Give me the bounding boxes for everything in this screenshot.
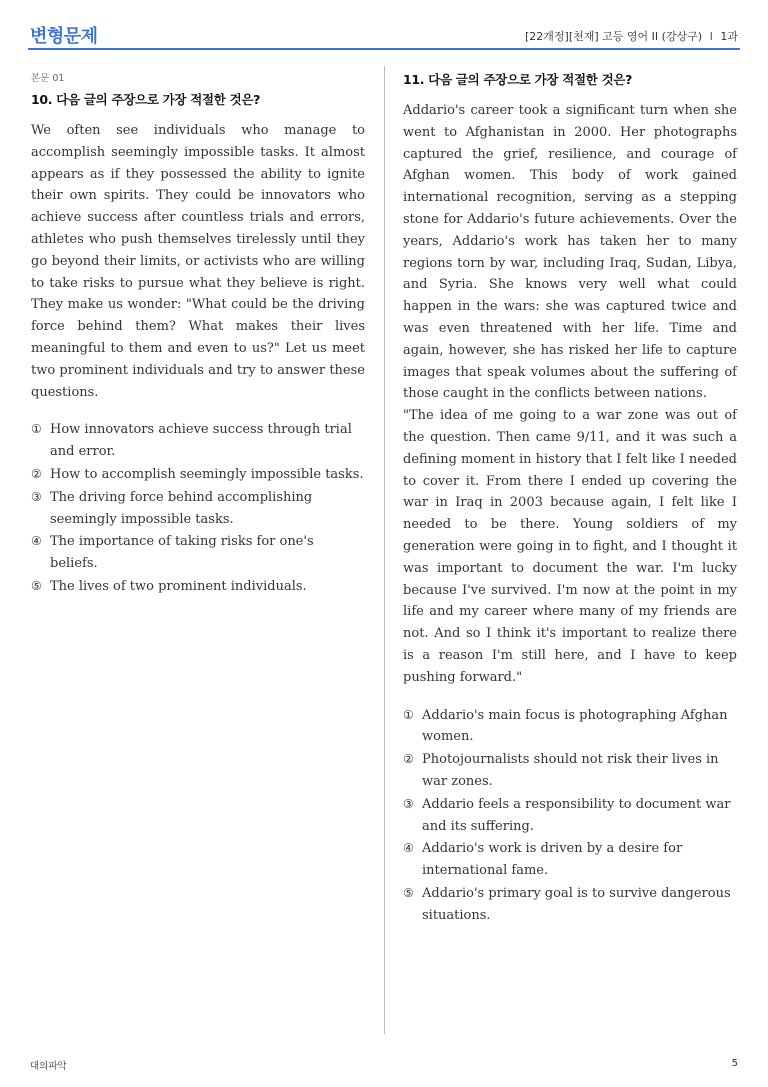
option-item[interactable]: [403, 749, 737, 793]
section-tag: 본문 01: [31, 73, 65, 84]
question-10-passage: [31, 120, 365, 403]
question-11-title: 11. 다음 글의 주장으로 가장 적절한 것은?: [403, 72, 633, 87]
option-text: The driving force behind accomplishing seemingly impossible tasks.: [50, 489, 313, 527]
course-name: [22개정][천재] 고등 영어 II (강상구): [525, 30, 703, 43]
question-10-options: [31, 419, 365, 597]
page-number: 5: [731, 1058, 738, 1069]
option-item[interactable]: [403, 883, 737, 927]
question-11-passage: [403, 100, 737, 689]
column-divider: [384, 66, 385, 1034]
option-number: ②: [31, 466, 42, 481]
option-item[interactable]: [31, 464, 365, 486]
header-separator: I: [709, 30, 713, 43]
option-item[interactable]: [31, 487, 365, 531]
option-item[interactable]: [31, 576, 365, 598]
option-item[interactable]: [403, 794, 737, 838]
question-11-options: [403, 705, 737, 927]
option-number: ①: [403, 707, 414, 722]
option-item[interactable]: [31, 531, 365, 575]
header-rule: [28, 48, 740, 50]
passage-paragraph: Addario's career took a significant turn when she went to Afghanistan in 2000. Her photographs captured the grief, resilience, and courage of Afghan women. This body of work gained international recognition, serving as a stepping stone for Addario's future achievements. Over the years, Addario's work has taken her to many regions torn by war, including Iraq, Sudan, Libya, and Syria. She knows very well what could happen in the wars: she was captured twice and was even threatened with her life. Time and again, however, she has risked her life to capture images that speak volumes about the suffering of those caught in the conflicts between nations.: [403, 103, 737, 402]
passage-quote: "The idea of me going to a war zone was out of the question. Then came 9/11, and it was such a defining moment in history that I felt like I needed to cover it. From there I ended up covering the war in Iraq in 2003 because again, I felt like I needed to be there. Young soldiers of my generation were going in to fight, and I thought it was important to document the war. I'm lucky because I've survived. I'm now at the point in my life and my career where many of my friends are not. And so I think it's important to realize there is a reason I'm still here, and I have to keep pushing forward.": [403, 408, 737, 685]
option-number: ④: [31, 534, 42, 549]
option-number: ①: [31, 422, 42, 437]
option-item[interactable]: [403, 838, 737, 882]
page-header: [0, 0, 768, 50]
option-text: How to accomplish seemingly impossible tasks.: [50, 466, 364, 482]
option-number: ③: [31, 489, 42, 504]
option-number: ③: [403, 796, 414, 811]
option-text: Addario's work is driven by a desire for international fame.: [422, 841, 683, 879]
option-number: ②: [403, 752, 414, 767]
option-text: Photojournalists should not risk their lives in war zones.: [422, 752, 719, 789]
footer-publisher: 대의파악: [30, 1061, 67, 1072]
option-number: ④: [403, 841, 414, 856]
header-info: [525, 28, 738, 44]
option-number: ⑤: [403, 885, 414, 900]
option-item[interactable]: [403, 705, 737, 749]
question-10-title: 10. 다음 글의 주장으로 가장 적절한 것은?: [31, 92, 261, 107]
right-column: [403, 70, 737, 927]
lesson-label: 1과: [720, 30, 738, 43]
brand-title: 변형문제: [30, 26, 98, 47]
option-text: Addario's main focus is photographing Afghan women.: [422, 707, 728, 745]
passage-paragraph: We often see individuals who manage to accomplish seemingly impossible tasks. It almost appears as if they possessed the ability to ignite their own spirits. They could be innovators who achieve success after countless trials and errors, athletes who push themselves tirelessly until they go beyond their limits, or activists who are willing to take risks to pursue what they believe is right. They make us wonder: "What could be the driving force behind them? What makes their lives meaningful to them and even to us?" Let us meet two prominent individuals and try to answer these questions.: [31, 123, 365, 400]
option-text: The importance of taking risks for one's beliefs.: [50, 534, 314, 572]
option-text: Addario feels a responsibility to document war and its suffering.: [422, 796, 731, 834]
option-text: Addario's primary goal is to survive dangerous situations.: [422, 885, 731, 923]
option-text: How innovators achieve success through trial and error.: [50, 422, 352, 460]
option-text: The lives of two prominent individuals.: [50, 578, 307, 594]
option-number: ⑤: [31, 578, 42, 593]
option-item[interactable]: [31, 419, 365, 463]
left-column: [31, 70, 365, 599]
